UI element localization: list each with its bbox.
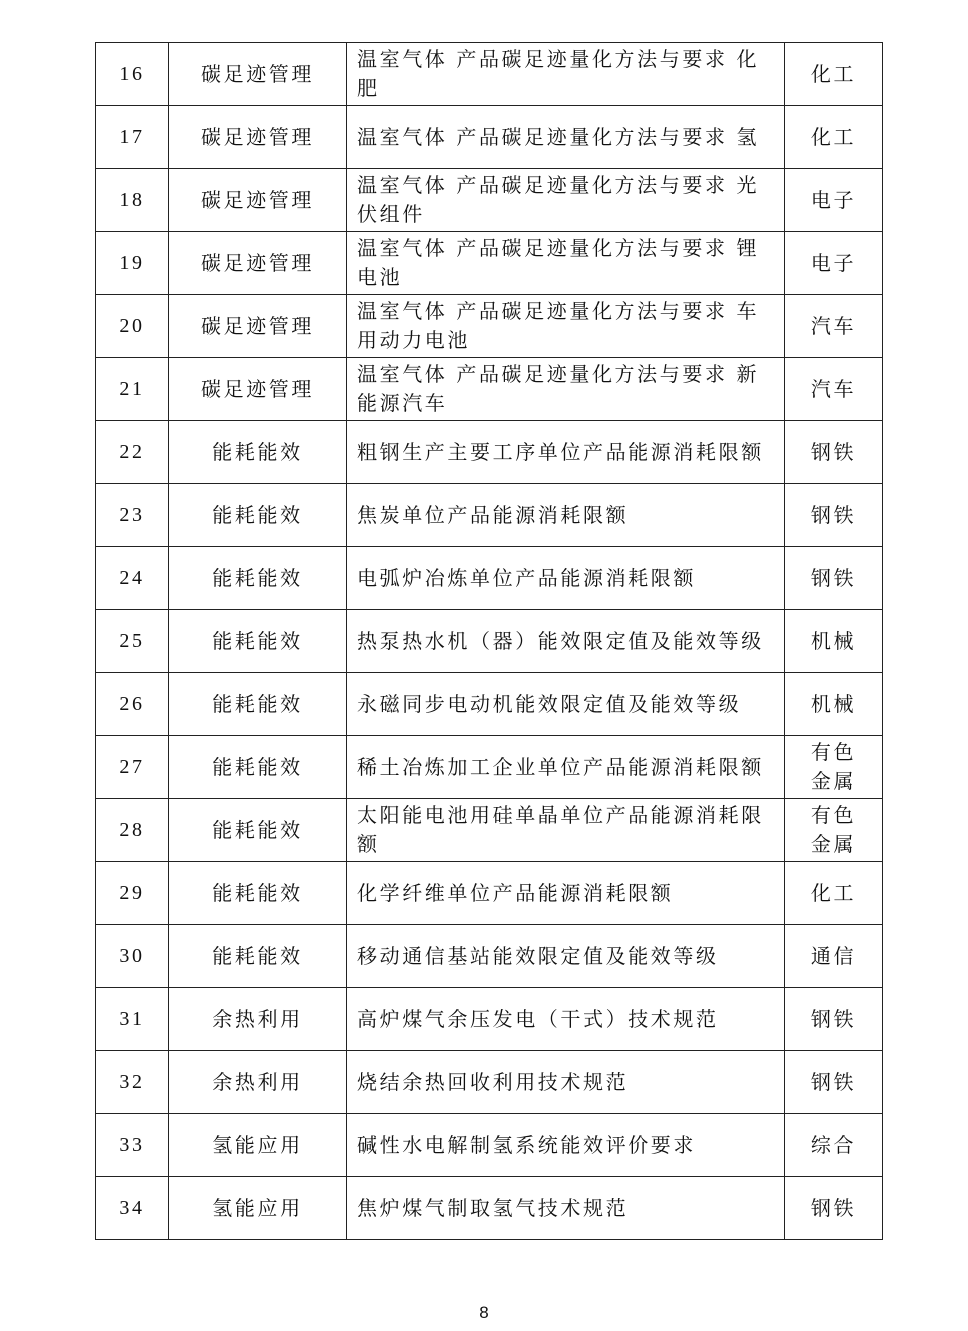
industry-cell — [785, 358, 883, 421]
table-row — [96, 484, 883, 547]
table-row — [96, 169, 883, 232]
industry-text: 有色金属 — [810, 740, 857, 793]
category-cell: 能耗能效 — [169, 484, 347, 547]
industry-text: 汽车 — [810, 376, 857, 401]
category-cell: 余热利用 — [169, 988, 347, 1051]
industry-cell — [785, 862, 883, 925]
table-row — [96, 421, 883, 484]
page-number: 8 — [479, 1303, 489, 1322]
category-cell: 碳足迹管理 — [169, 295, 347, 358]
standard-name-cell: 永磁同步电动机能效限定值及能效等级 — [347, 673, 785, 736]
row-number-cell: 32 — [96, 1051, 169, 1114]
category-cell: 氢能应用 — [169, 1114, 347, 1177]
row-number-cell: 34 — [96, 1177, 169, 1240]
industry-text: 钢铁 — [810, 1195, 857, 1220]
category-cell: 碳足迹管理 — [169, 43, 347, 106]
standard-name-cell: 化学纤维单位产品能源消耗限额 — [347, 862, 785, 925]
row-number-cell: 23 — [96, 484, 169, 547]
standard-name-cell: 温室气体 产品碳足迹量化方法与要求 车用动力电池 — [347, 295, 785, 358]
table-row — [96, 673, 883, 736]
category-cell: 碳足迹管理 — [169, 232, 347, 295]
table-row — [96, 43, 883, 106]
industry-text: 化工 — [810, 880, 857, 905]
table-row — [96, 925, 883, 988]
row-number-cell: 33 — [96, 1114, 169, 1177]
industry-cell — [785, 484, 883, 547]
industry-cell — [785, 925, 883, 988]
industry-cell — [785, 547, 883, 610]
standard-name-cell: 热泵热水机（器）能效限定值及能效等级 — [347, 610, 785, 673]
standards-table-body — [96, 43, 883, 1240]
standard-name-cell: 粗钢生产主要工序单位产品能源消耗限额 — [347, 421, 785, 484]
category-cell: 能耗能效 — [169, 862, 347, 925]
industry-text: 综合 — [810, 1132, 857, 1157]
table-row — [96, 358, 883, 421]
standard-name-cell: 温室气体 产品碳足迹量化方法与要求 氢 — [347, 106, 785, 169]
industry-text: 有色金属 — [810, 803, 857, 856]
table-row — [96, 799, 883, 862]
row-number-cell: 30 — [96, 925, 169, 988]
industry-cell — [785, 1051, 883, 1114]
row-number-cell: 24 — [96, 547, 169, 610]
table-row — [96, 736, 883, 799]
category-cell: 碳足迹管理 — [169, 358, 347, 421]
standard-name-cell: 温室气体 产品碳足迹量化方法与要求 化肥 — [347, 43, 785, 106]
row-number-cell: 16 — [96, 43, 169, 106]
industry-cell — [785, 673, 883, 736]
category-cell: 能耗能效 — [169, 673, 347, 736]
standard-name-cell: 高炉煤气余压发电（干式）技术规范 — [347, 988, 785, 1051]
industry-text: 化工 — [810, 124, 857, 149]
industry-text: 机械 — [810, 691, 857, 716]
table-row — [96, 610, 883, 673]
row-number-cell: 18 — [96, 169, 169, 232]
category-cell: 能耗能效 — [169, 547, 347, 610]
industry-cell — [785, 799, 883, 862]
standard-name-cell: 温室气体 产品碳足迹量化方法与要求 新能源汽车 — [347, 358, 785, 421]
industry-text: 钢铁 — [810, 502, 857, 527]
industry-cell — [785, 421, 883, 484]
category-cell: 能耗能效 — [169, 736, 347, 799]
row-number-cell: 25 — [96, 610, 169, 673]
category-cell: 能耗能效 — [169, 421, 347, 484]
standard-name-cell: 电弧炉冶炼单位产品能源消耗限额 — [347, 547, 785, 610]
table-row — [96, 106, 883, 169]
table-row — [96, 547, 883, 610]
table-row — [96, 1051, 883, 1114]
category-cell: 碳足迹管理 — [169, 106, 347, 169]
industry-text: 汽车 — [810, 313, 857, 338]
industry-text: 钢铁 — [810, 439, 857, 464]
category-cell: 能耗能效 — [169, 799, 347, 862]
standard-name-cell: 温室气体 产品碳足迹量化方法与要求 光伏组件 — [347, 169, 785, 232]
row-number-cell: 26 — [96, 673, 169, 736]
industry-text: 通信 — [810, 943, 857, 968]
row-number-cell: 28 — [96, 799, 169, 862]
industry-text: 钢铁 — [810, 1006, 857, 1031]
standard-name-cell: 移动通信基站能效限定值及能效等级 — [347, 925, 785, 988]
industry-cell — [785, 169, 883, 232]
standard-name-cell: 温室气体 产品碳足迹量化方法与要求 锂电池 — [347, 232, 785, 295]
category-cell: 氢能应用 — [169, 1177, 347, 1240]
row-number-cell: 22 — [96, 421, 169, 484]
row-number-cell: 27 — [96, 736, 169, 799]
table-row — [96, 988, 883, 1051]
row-number-cell: 19 — [96, 232, 169, 295]
standard-name-cell: 焦炉煤气制取氢气技术规范 — [347, 1177, 785, 1240]
industry-text: 电子 — [810, 187, 857, 212]
industry-text: 电子 — [810, 250, 857, 275]
category-cell: 碳足迹管理 — [169, 169, 347, 232]
table-row — [96, 232, 883, 295]
table-row — [96, 862, 883, 925]
industry-cell — [785, 232, 883, 295]
industry-text: 化工 — [810, 61, 857, 86]
table-row — [96, 1114, 883, 1177]
industry-cell — [785, 106, 883, 169]
category-cell: 余热利用 — [169, 1051, 347, 1114]
row-number-cell: 21 — [96, 358, 169, 421]
row-number-cell: 29 — [96, 862, 169, 925]
row-number-cell: 17 — [96, 106, 169, 169]
industry-cell — [785, 736, 883, 799]
industry-cell — [785, 988, 883, 1051]
standard-name-cell: 烧结余热回收利用技术规范 — [347, 1051, 785, 1114]
industry-cell — [785, 1177, 883, 1240]
industry-cell — [785, 1114, 883, 1177]
row-number-cell: 20 — [96, 295, 169, 358]
industry-cell — [785, 43, 883, 106]
table-row — [96, 1177, 883, 1240]
standards-table — [95, 42, 883, 1240]
industry-cell — [785, 610, 883, 673]
standard-name-cell: 稀土冶炼加工企业单位产品能源消耗限额 — [347, 736, 785, 799]
standard-name-cell: 太阳能电池用硅单晶单位产品能源消耗限额 — [347, 799, 785, 862]
table-row — [96, 295, 883, 358]
category-cell: 能耗能效 — [169, 610, 347, 673]
row-number-cell: 31 — [96, 988, 169, 1051]
category-cell: 能耗能效 — [169, 925, 347, 988]
industry-text: 钢铁 — [810, 565, 857, 590]
standard-name-cell: 碱性水电解制氢系统能效评价要求 — [347, 1114, 785, 1177]
industry-cell — [785, 295, 883, 358]
industry-text: 机械 — [810, 628, 857, 653]
industry-text: 钢铁 — [810, 1069, 857, 1094]
standard-name-cell: 焦炭单位产品能源消耗限额 — [347, 484, 785, 547]
